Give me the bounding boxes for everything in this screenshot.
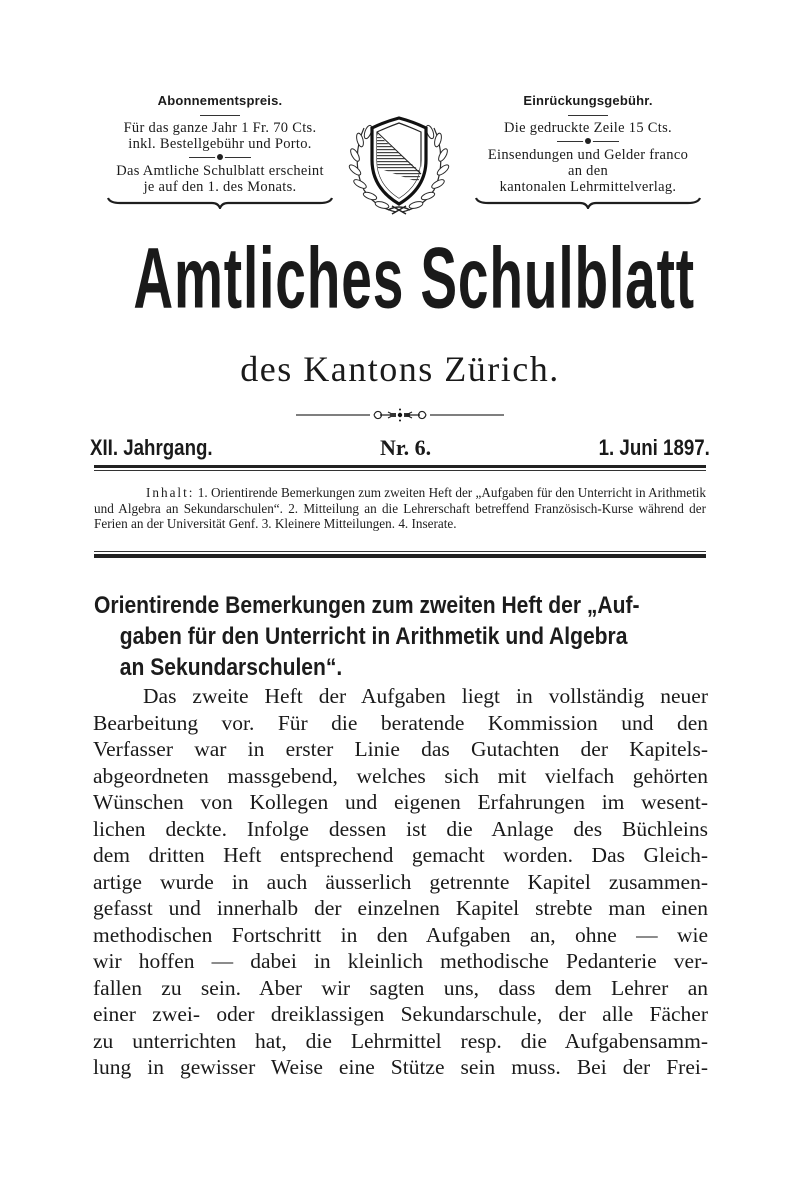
volume-label: XII. Jahrgang. bbox=[90, 435, 213, 460]
contents-text: 1. Orientirende Bemerkungen zum zweiten Heft der „Aufgaben für den Unterricht in Arithmetik und Algebra an Sekundarschulen“. 2. Mitteilung an die Lehrerschaft betreffend Französisch-Kurse während der Ferien an der Universität Genf. 3. Kleinere Mitteilungen. 4. Inserate. bbox=[94, 485, 707, 531]
body-line: Bearbeitung vor. Für die beratende Kommission und den bbox=[93, 710, 708, 735]
body-line: lichen deckte. Infolge dessen ist die Anlage des Büchleins bbox=[93, 816, 708, 841]
body-line: lung in gewisser Weise eine Stütze sein muss. Bei der Frei- bbox=[93, 1055, 708, 1079]
body-line: methodischen Fortschritt in den Aufgaben an, ohne — wie bbox=[93, 922, 708, 947]
body-line: gefasst und innerhalb der einzelnen Kapitel strebte man einen bbox=[93, 896, 708, 920]
advertising-heading: Einrückungsgebühr. bbox=[523, 93, 653, 108]
coat-of-arms-icon bbox=[340, 110, 458, 222]
body-line: zu unterrichten hat, die Lehrmittel resp. die Aufgabensamm- bbox=[93, 1028, 708, 1053]
article-heading: Orientirende Bemerkungen zum zweiten Heft der „Auf- gaben für den Unterricht in Arithmetik und Algebra an Sekundarschulen“. bbox=[94, 592, 640, 681]
dot-divider-icon bbox=[189, 153, 251, 162]
rule-divider bbox=[94, 551, 706, 558]
body-line: Verfasser war in erster Linie das Gutachten der Kapitels- bbox=[93, 737, 708, 761]
dot-divider-icon bbox=[557, 137, 619, 146]
subscription-price: Für das ganze Jahr 1 Fr. 70 Cts. inkl. Bestellgebühr und Porto. bbox=[123, 120, 317, 152]
body-line: fallen zu sein. Aber wir sagten uns, dass dem Lehrer an bbox=[93, 975, 708, 1000]
issue-date: 1. Juni 1897. bbox=[598, 435, 710, 460]
article-body bbox=[93, 683, 708, 1081]
subscription-info bbox=[100, 92, 340, 209]
curly-brace-icon bbox=[106, 197, 334, 209]
body-line: wir hoffen — dabei in kleinlich methodische Pedanterie ver- bbox=[93, 949, 708, 973]
body-line: Das zweite Heft der Aufgaben liegt in vollständig neuer bbox=[143, 684, 708, 708]
issue-number: Nr. 6. bbox=[380, 435, 432, 460]
ornament-divider-icon bbox=[290, 405, 510, 425]
rule-divider bbox=[94, 465, 706, 471]
divider bbox=[568, 115, 608, 116]
curly-brace-icon bbox=[474, 197, 702, 209]
body-line: Wünschen von Kollegen und eigenen Erfahrungen im wesent- bbox=[93, 790, 708, 814]
issue-info bbox=[90, 432, 710, 464]
line-price: Die gedruckte Zeile 15 Cts. bbox=[504, 120, 672, 136]
newspaper-title: Amtliches Schulblatt bbox=[133, 229, 695, 327]
submission-address: Einsendungen und Gelder franco an den kantonalen Lehrmittelverlag. bbox=[487, 147, 689, 195]
newspaper-subtitle: des Kantons Zürich. bbox=[240, 349, 560, 389]
publication-schedule: Das Amtliche Schulblatt erscheint je auf den 1. des Monats. bbox=[116, 163, 324, 195]
body-line: dem dritten Heft entsprechend gemacht worden. Das Gleich- bbox=[93, 843, 708, 867]
contents-label: Inhalt: bbox=[146, 485, 195, 500]
table-of-contents bbox=[94, 485, 706, 532]
advertising-info bbox=[468, 92, 708, 209]
subscription-heading: Abonnementspreis. bbox=[157, 93, 283, 108]
body-line: abgeordneten massgebend, welches sich mit vielfach gehörten bbox=[93, 763, 708, 788]
body-line: einer zwei- oder dreiklassigen Sekundarschule, der alle Fächer bbox=[93, 1002, 708, 1026]
body-line: artige wurde in auch äusserlich getrennte Kapitel zusammen- bbox=[93, 869, 708, 894]
divider bbox=[200, 115, 240, 116]
